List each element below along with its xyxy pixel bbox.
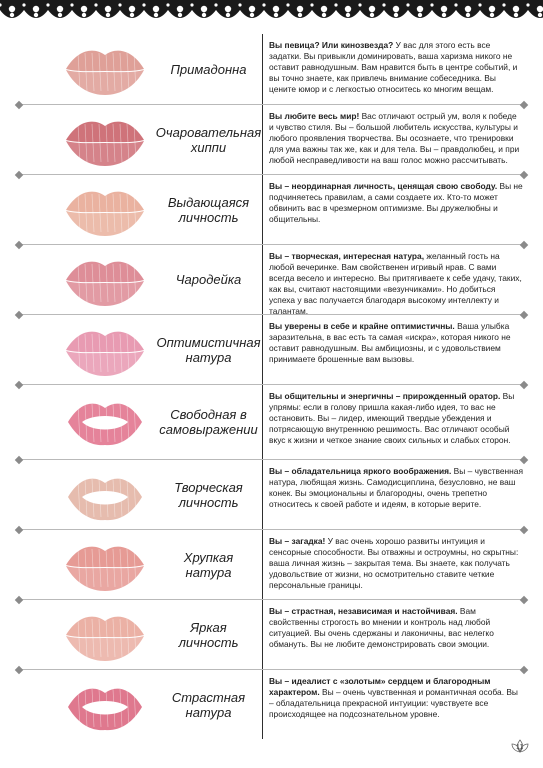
lip-row <box>20 529 523 599</box>
lip-print-icon <box>60 39 150 99</box>
title-line-1: Свободная в <box>170 407 247 422</box>
divider-dot <box>520 241 528 249</box>
lip-row <box>20 669 523 739</box>
lip-type-title <box>155 315 263 384</box>
lip-type-description <box>269 606 523 650</box>
divider-dot <box>520 666 528 674</box>
lip-type-description <box>269 181 523 225</box>
title-line-1: Очаровательная <box>155 124 262 140</box>
lip-row <box>20 34 523 104</box>
lip-type-title <box>155 245 263 314</box>
title-line-1: Творческая <box>174 479 243 495</box>
description-lead: Вы общительны и энергичны – прирожденный оратор. <box>269 391 501 401</box>
lip-print <box>60 110 150 170</box>
divider-dot <box>520 456 528 464</box>
title-line-2: личность <box>178 634 239 650</box>
divider-dot <box>520 526 528 534</box>
lip-row <box>20 104 523 174</box>
lip-row <box>20 459 523 529</box>
lip-print <box>60 465 150 525</box>
title-line-1: Страстная <box>171 689 246 705</box>
lip-row <box>20 599 523 669</box>
lip-print <box>60 250 150 310</box>
title-line-1: Чародейка <box>175 272 242 287</box>
description-lead: Вы – обладательница яркого воображения. <box>269 466 452 476</box>
description-lead: Вы – страстная, независимая и настойчивая. <box>269 606 458 616</box>
lip-type-description <box>269 111 523 166</box>
lip-print <box>60 39 150 99</box>
title-line-1: Примадонна <box>170 61 247 77</box>
title-line-2: личность <box>178 494 239 510</box>
lip-print <box>60 605 150 665</box>
description-lead: Вы уверены в себе и крайне оптимистичны. <box>269 321 455 331</box>
page-number <box>509 738 531 754</box>
description-text: Вы – чувственная натура, любящая жизнь. Самодисциплина, безусловно, не ваш конек. Вы эмоциональны и благородны, очень трепетно относитесь к своей работе и идеям, в которые верите. <box>269 466 523 509</box>
lip-type-title <box>155 34 263 104</box>
description-text: Вы упрямы: если в голову пришла какая-либо идея, то вас не остановить. Вы – лидер, имеющий твердые убеждения и потрясающую внутреннюю решимость. Вас отличают особый вкус к жизни и четкое знание своих сильных и слабых сторон. <box>269 391 515 445</box>
description-text: Вы не подчиняетесь правилам, а сами создаете их. Кто-то может обвинить вас в чрезмерном оптимизме. Вы дружелюбны и общительны. <box>269 181 523 224</box>
lip-row <box>20 244 523 314</box>
lip-type-title <box>155 530 263 599</box>
lip-print <box>60 675 150 735</box>
lip-type-title <box>155 600 263 669</box>
divider-dot <box>520 381 528 389</box>
description-text: Вам свойственны строгость во мнении и контроль над любой ситуацией. Вы очень сдержаны и лаконичны, вас нелегко обмануть. Вы не любите демонстрировать свои эмоции. <box>269 606 494 649</box>
divider-dot <box>520 596 528 604</box>
description-text: Ваша улыбка заразительна, в вас есть та самая «искра», которая никого не оставит равнодушным. Вы амбициозны, и с удовольствием принимаете брошенные вам вызовы. <box>269 321 511 364</box>
lip-type-title <box>155 175 263 244</box>
lip-print-icon <box>60 465 150 525</box>
lip-print-icon <box>60 320 150 380</box>
lip-print-icon <box>60 390 150 450</box>
description-lead: Вы – неординарная личность, ценящая свою свободу. <box>269 181 498 191</box>
title-line-2: хиппи <box>190 139 227 155</box>
title-line-1: Хрупкая <box>183 549 234 565</box>
lip-type-description <box>269 391 523 446</box>
lip-row <box>20 174 523 244</box>
title-line-2: натура <box>185 349 232 365</box>
lip-print-icon <box>60 535 150 595</box>
divider-dot <box>520 101 528 109</box>
divider-dot <box>520 171 528 179</box>
lip-print <box>60 535 150 595</box>
lip-print-icon <box>60 110 150 170</box>
lip-print-icon <box>60 675 150 735</box>
lip-print-icon <box>60 605 150 665</box>
description-text: У вас очень хорошо развиты интуиция и сенсорные способности. Вы отважны и остроумны, но скрытны: ваша личная жизнь – закрытая тема. Вы знаете, как получать удовольствие от жизни, но осмотрительно ставите четкие персональные границы. <box>269 536 519 590</box>
lip-type-description <box>269 536 523 591</box>
lip-type-title <box>155 460 263 529</box>
description-lead: Вы – идеалист с «золотым» сердцем и благородным характером. <box>269 676 491 697</box>
lip-type-title <box>155 670 263 739</box>
lip-type-title <box>155 385 263 459</box>
lace-border <box>0 0 543 30</box>
lip-type-description <box>269 676 523 720</box>
description-lead: Вы любите весь мир! <box>269 111 360 121</box>
lip-row <box>20 314 523 384</box>
title-line-2: самовыражении <box>159 422 258 437</box>
description-text: Вас отличают острый ум, воля к победе и чувство стиля. Вы – большой любитель искусства, культуры и любого проявления творчества. Вы осознаете, что тренировки для ума важны так же, как и для тела. Вы – правдолюбец, и при любой несправедливости на ваш голос можно рассчитывать. <box>269 111 520 165</box>
description-text: У вас для этого есть все задатки. Вы привыкли доминировать, ваша харизма никого не оставит равнодушным. Вам нравится быть в центре событий, и вы точно знаете, как привлечь внимание собеседника. Вы цените юмор и с легкостью относитесь ко многим вещам. <box>269 40 518 94</box>
lip-print <box>60 390 150 450</box>
title-line-1: Выдающаяся <box>167 194 250 210</box>
title-line-2: личность <box>178 209 239 225</box>
title-line-2: натура <box>185 704 232 720</box>
lip-print-icon <box>60 180 150 240</box>
lip-type-description <box>269 251 523 317</box>
title-line-1: Яркая <box>190 619 227 635</box>
description-lead: Вы – творческая, интересная натура, <box>269 251 425 261</box>
divider-dot <box>520 311 528 319</box>
description-lead: Вы – загадка! <box>269 536 326 546</box>
page-number-text: 11 <box>516 744 524 751</box>
lip-type-description <box>269 466 523 510</box>
lip-type-description <box>269 321 523 365</box>
lip-print-table <box>20 34 523 739</box>
lip-row <box>20 384 523 459</box>
description-lead: Вы певица? Или кинозвезда? <box>269 40 394 50</box>
lip-print-icon <box>60 250 150 310</box>
lip-print <box>60 180 150 240</box>
lip-print <box>60 320 150 380</box>
lip-type-title <box>155 105 263 174</box>
description-text: Вы – очень чувственная и романтичная особа. Вы – обладательница прекрасной интуиции: чувствуете все происходящее на подсознательном уровне. <box>269 687 518 719</box>
title-line-2: натура <box>185 564 232 580</box>
title-line-1: Оптимистичная <box>156 334 261 350</box>
lip-type-description <box>269 40 523 95</box>
description-text: желанный гость на любой вечеринке. Вам свойственен игривый нрав. С вами всегда весело и интересно. Вы притягиваете к себе удачу, таких, как вы, считают настоящими «везунчиками». Но добиться успеха у вас получается благодаря высокому интеллекту и талантам. <box>269 251 522 316</box>
